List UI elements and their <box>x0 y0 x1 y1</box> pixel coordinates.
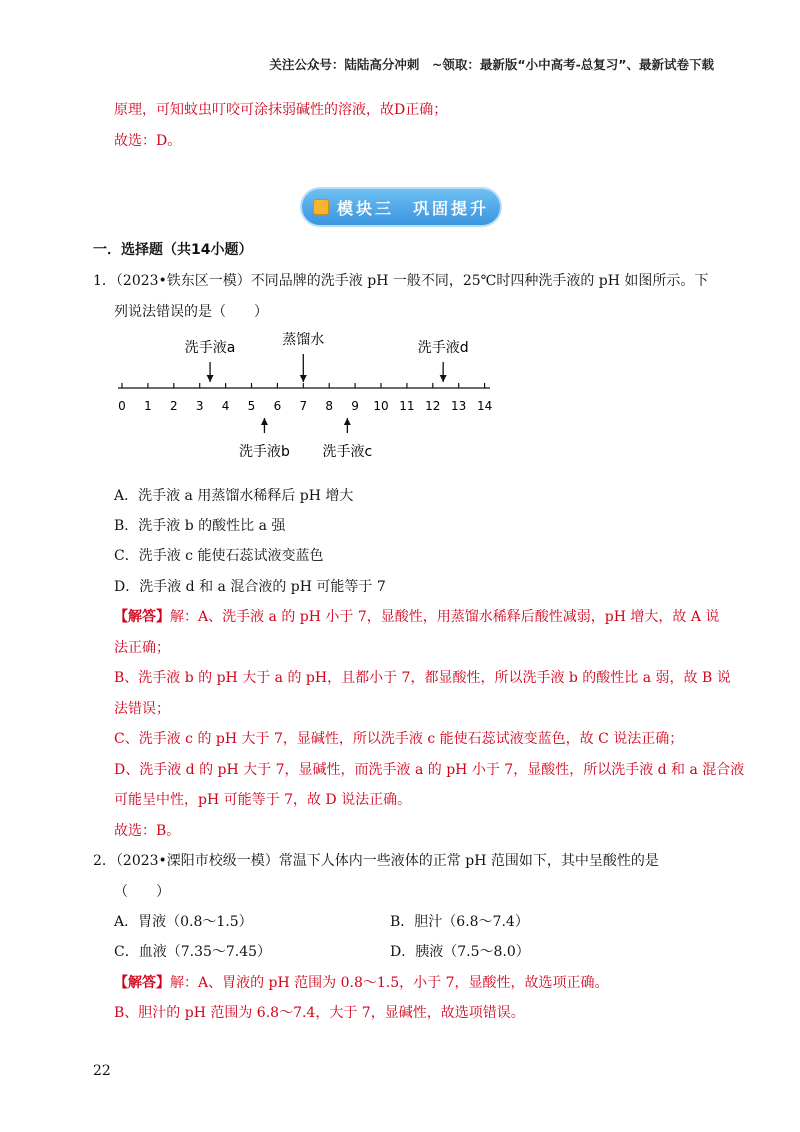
ph-tick-labels <box>118 399 492 413</box>
q1-answer-line-2: 法正确； <box>114 640 170 656</box>
q1-answer-line-1 <box>114 607 719 627</box>
gem-icon <box>313 199 329 215</box>
ph-label-d: 洗手液d <box>417 340 469 356</box>
section-title: 一．选择题（共14小题） <box>93 242 253 258</box>
prev-answer-line-1: 原理，可知蚊虫叮咬可涂抹弱碱性的溶液，故D正确； <box>114 102 448 118</box>
q2-answer-text-1: 解：A、胃液的 pH 范围为 0.8～1.5，小于 7，显酸性，故选项正确。 <box>170 975 609 991</box>
q1-option-b: B．洗手液 b 的酸性比 a 强 <box>114 518 286 534</box>
ph-tick-label: 14 <box>476 399 493 413</box>
ph-tick-label: 0 <box>118 399 126 413</box>
q2-option-a: A．胃液（0.8～1.5） <box>114 914 253 930</box>
ph-tick-label: 9 <box>351 399 359 413</box>
ph-tick-label: 12 <box>425 399 441 413</box>
ph-tick-label: 7 <box>299 399 308 413</box>
q1-option-c: C．洗手液 c 能使石蕊试液变蓝色 <box>114 548 324 564</box>
prev-answer-line-2: 故选：D。 <box>114 133 182 149</box>
q1-answer-line-7: 可能呈中性，pH 可能等于 7，故 D 说法正确。 <box>114 792 412 808</box>
q1-option-a: A．洗手液 a 用蒸馏水稀释后 pH 增大 <box>114 488 354 504</box>
ph-tick-label: 3 <box>195 399 204 413</box>
ph-tick-label: 13 <box>451 399 467 413</box>
page-number: 22 <box>93 1063 111 1079</box>
q1-answer-line-5: C、洗手液 c 的 pH 大于 7，显碱性，所以洗手液 c 能使石蕊试液变蓝色，故 C 说法正确； <box>114 731 684 747</box>
ph-label-water: 蒸馏水 <box>282 332 325 348</box>
q2-answer-line-2: B、胆汁的 pH 范围为 6.8～7.4，大于 7，显碱性，故选项错误。 <box>114 1005 525 1021</box>
ph-ticks <box>122 383 485 388</box>
q1-answer-line-3: B、洗手液 b 的 pH 大于 a 的 pH，且都小于 7，都显酸性，所以洗手液 b 的酸性比 a 弱，故 B 说 <box>114 670 731 686</box>
q1-answer-line-4: 法错误； <box>114 701 170 717</box>
ph-tick-label: 2 <box>169 399 178 413</box>
q1-stem-line-2: 列说法错误的是（ ） <box>114 304 268 320</box>
ph-tick-label: 8 <box>325 399 334 413</box>
q2-stem-line-2: （ ） <box>114 884 170 900</box>
ph-a-arrow-icon <box>207 375 214 382</box>
section-banner <box>300 187 502 227</box>
ph-tick-label: 4 <box>221 399 230 413</box>
ph-tick-label: 10 <box>373 399 389 413</box>
page-header: 关注公众号：陆陆高分冲刺 ~领取：最新版“小中高考-总复习”、最新试卷下载 <box>269 57 714 72</box>
ph-d-arrow-icon <box>440 375 447 382</box>
ph-label-c: 洗手液c <box>322 444 373 460</box>
q2-option-b: B．胆汁（6.8～7.4） <box>390 914 529 930</box>
q2-option-c: C．血液（7.35～7.45） <box>114 944 272 960</box>
ph-tick-label: 5 <box>247 399 256 413</box>
q2-answer-line-1 <box>114 973 609 993</box>
ph-c-arrow-icon <box>344 418 351 425</box>
q1-answer-line-6: D、洗手液 d 的 pH 大于 7，显碱性，而洗手液 a 的 pH 小于 7，显酸性，所以洗手液 d 和 a 混合液 <box>114 762 745 778</box>
ph-water-arrow-icon <box>300 375 307 382</box>
ph-markers <box>185 331 469 460</box>
ph-tick-label: 6 <box>273 399 282 413</box>
banner-label: 模块三 巩固提升 <box>336 198 489 218</box>
q1-option-d: D．洗手液 d 和 a 混合液的 pH 可能等于 7 <box>114 579 386 595</box>
q2-answer-tag: 【解答】 <box>114 975 170 991</box>
ph-b-arrow-icon <box>261 418 268 425</box>
q2-stem-line-1: 2．（2023•溧阳市校级一模）常温下人体内一些液体的正常 pH 范围如下，其中呈酸性的是 <box>93 853 659 869</box>
ph-label-a: 洗手液a <box>184 340 236 356</box>
ph-tick-label: 1 <box>144 399 152 413</box>
q1-answer-line-8: 故选：B。 <box>114 823 181 839</box>
ph-tick-label: 11 <box>399 399 415 413</box>
q1-answer-text-1: 解：A、洗手液 a 的 pH 小于 7，显酸性，用蒸馏水稀释后酸性减弱，pH 增大，故 A 说 <box>170 609 720 625</box>
ph-scale-diagram <box>112 325 502 465</box>
q1-stem-line-1: 1．（2023•铁东区一模）不同品牌的洗手液 pH 一般不同，25℃时四种洗手液的 pH 如图所示。下 <box>93 273 709 289</box>
ph-label-b: 洗手液b <box>239 444 290 460</box>
q1-answer-tag: 【解答】 <box>114 609 170 625</box>
q2-option-d: D．胰液（7.5～8.0） <box>390 944 530 960</box>
